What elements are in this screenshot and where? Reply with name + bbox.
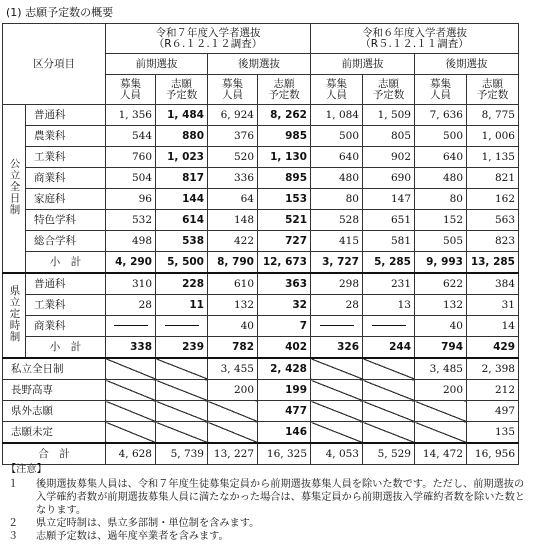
table-cell: 162: [467, 189, 519, 210]
category-header: 区分項目: [3, 24, 106, 105]
quota-header: [415, 75, 467, 105]
table-cell: 1, 130: [258, 147, 311, 168]
quota-header: [106, 75, 156, 105]
table-cell: 200: [208, 380, 258, 401]
table-cell: 336: [208, 168, 258, 189]
table-cell: 402: [258, 337, 311, 359]
diagonal-cell: [106, 358, 156, 380]
r7-header-line2: （R６.１２.１２調査）: [153, 37, 263, 50]
subtotal-row: [3, 252, 519, 274]
table-row: [3, 189, 519, 210]
table-cell: 28: [106, 295, 156, 316]
note-item: [6, 478, 534, 517]
note-text: 県立定時制は、県立多部制・単位制を含みます。: [36, 518, 260, 529]
table-cell: 1, 084: [311, 105, 363, 126]
table-cell: 640: [311, 147, 363, 168]
apply-header-b: 予定数: [476, 88, 509, 101]
table-cell: 13, 227: [208, 443, 258, 465]
diagonal-cell: [208, 422, 258, 444]
apply-header-a: 志願: [273, 77, 295, 90]
r7-header: [106, 24, 311, 54]
table-row: [3, 380, 519, 401]
quota-header-a: 募集: [120, 77, 141, 90]
quota-header-a: 募集: [430, 77, 451, 90]
apply-header: [258, 75, 311, 105]
table-cell: 96: [106, 189, 156, 210]
table-cell: 422: [208, 231, 258, 252]
total-row: [3, 443, 519, 465]
table-cell: 1, 023: [156, 147, 208, 168]
table-cell: 6, 924: [208, 105, 258, 126]
diagonal-cell: [106, 422, 156, 444]
table-cell: 80: [415, 189, 467, 210]
table-cell: 480: [415, 168, 467, 189]
table-cell: 498: [106, 231, 156, 252]
dash-cell: [311, 316, 363, 337]
apply-header-a: 志願: [378, 77, 399, 90]
table-cell: 500: [311, 126, 363, 147]
row-label: 商業科: [26, 316, 106, 337]
table-cell: 32: [258, 295, 311, 316]
diagonal-cell: [156, 358, 208, 380]
table-cell: 16, 956: [467, 443, 519, 465]
table-cell: 2, 398: [467, 358, 519, 380]
table-row: [3, 295, 519, 316]
row-label: 普通科: [26, 273, 106, 295]
table-cell: 563: [467, 210, 519, 231]
table-cell: 614: [156, 210, 208, 231]
apply-header-a: 志願: [171, 77, 192, 90]
diagonal-cell: [156, 422, 208, 444]
application-summary-table: [2, 23, 519, 465]
table-cell: 4, 053: [311, 443, 363, 465]
r7-header-line1: 令和７年度入学者選抜: [155, 26, 261, 39]
table-cell: 5, 285: [363, 252, 415, 274]
table-cell: 640: [415, 147, 467, 168]
row-label: 合 計: [3, 443, 106, 465]
quota-header-b: 人員: [326, 88, 347, 101]
table-cell: 880: [156, 126, 208, 147]
table-cell: 3, 727: [311, 252, 363, 274]
table-cell: 14: [467, 316, 519, 337]
row-label: 志願未定: [3, 422, 106, 444]
table-cell: 4, 628: [106, 443, 156, 465]
section-title: (1) 志願予定数の概要: [6, 6, 114, 19]
diagonal-cell: [363, 422, 415, 444]
table-cell: 690: [363, 168, 415, 189]
table-cell: 651: [363, 210, 415, 231]
diagonal-cell: [363, 380, 415, 401]
table-cell: 985: [258, 126, 311, 147]
table-cell: 338: [106, 337, 156, 359]
table-cell: 11: [156, 295, 208, 316]
row-label: 県外志願: [3, 401, 106, 422]
table-cell: 326: [311, 337, 363, 359]
table-cell: 581: [363, 231, 415, 252]
table-cell: 497: [467, 401, 519, 422]
r6-early-header: 前期選抜: [311, 54, 415, 75]
table-cell: 794: [415, 337, 467, 359]
table-cell: 4, 290: [106, 252, 156, 274]
table-cell: 500: [415, 126, 467, 147]
table-cell: 520: [208, 147, 258, 168]
table-cell: 415: [311, 231, 363, 252]
diagonal-cell: [106, 380, 156, 401]
table-cell: 199: [258, 380, 311, 401]
table-cell: 298: [311, 273, 363, 295]
table-row: [3, 105, 519, 126]
table-cell: 13, 285: [467, 252, 519, 274]
quota-header-b: 人員: [430, 88, 451, 101]
table-cell: 5, 529: [363, 443, 415, 465]
table-cell: 40: [208, 316, 258, 337]
table-cell: 505: [415, 231, 467, 252]
diagonal-cell: [156, 401, 208, 422]
table-cell: 376: [208, 126, 258, 147]
table-cell: 13: [363, 295, 415, 316]
table-cell: 12, 673: [258, 252, 311, 274]
dash-cell: [156, 316, 208, 337]
dash-cell: [106, 316, 156, 337]
dash-cell: [363, 316, 415, 337]
table-cell: 821: [467, 168, 519, 189]
table-cell: 7: [258, 316, 311, 337]
apply-header-b: 予定数: [268, 88, 300, 101]
table-cell: 521: [258, 210, 311, 231]
table-cell: 132: [415, 295, 467, 316]
group-public-full-label: 公立全日制: [8, 158, 21, 216]
table-cell: 805: [363, 126, 415, 147]
table-cell: 132: [208, 295, 258, 316]
diagonal-cell: [415, 422, 467, 444]
r6-header-line1: 令和６年度入学者選抜: [362, 26, 467, 39]
table-cell: 148: [208, 210, 258, 231]
quota-header-b: 人員: [120, 88, 141, 101]
table-cell: 153: [258, 189, 311, 210]
table-row: [3, 273, 519, 295]
table-row: [3, 422, 519, 444]
table-cell: 212: [467, 380, 519, 401]
note-text: 志願予定数は、過年度卒業者を含みます。: [36, 531, 229, 542]
notes: [6, 463, 534, 543]
table-cell: 152: [415, 210, 467, 231]
row-label: 農業科: [26, 126, 106, 147]
diagonal-cell: [311, 380, 363, 401]
table-cell: 40: [415, 316, 467, 337]
table-row: [3, 231, 519, 252]
diagonal-cell: [363, 358, 415, 380]
row-label: 小 計: [26, 252, 106, 274]
diagonal-cell: [311, 358, 363, 380]
row-label: 総合学科: [26, 231, 106, 252]
quota-header-b: 人員: [222, 88, 243, 101]
note-item: [6, 517, 534, 530]
table-cell: 8, 262: [258, 105, 311, 126]
quota-header: [311, 75, 363, 105]
diagonal-cell: [415, 401, 467, 422]
apply-header-a: 志願: [482, 77, 503, 90]
table-cell: 9, 993: [415, 252, 467, 274]
apply-header-b: 予定数: [372, 88, 405, 101]
note-number: １: [8, 479, 19, 490]
row-label: 工業科: [26, 295, 106, 316]
table-row: [3, 401, 519, 422]
table-cell: 231: [363, 273, 415, 295]
note-number: ２: [8, 518, 19, 529]
note-number: ３: [8, 531, 19, 542]
table-cell: 1, 356: [106, 105, 156, 126]
row-label: 長野高専: [3, 380, 106, 401]
table-cell: 239: [156, 337, 208, 359]
table-cell: 480: [311, 168, 363, 189]
quota-header-a: 募集: [326, 77, 347, 90]
diagonal-cell: [363, 401, 415, 422]
table-cell: 3, 455: [208, 358, 258, 380]
table-cell: 817: [156, 168, 208, 189]
table-cell: 1, 135: [467, 147, 519, 168]
table-cell: 504: [106, 168, 156, 189]
table-cell: 544: [106, 126, 156, 147]
table-cell: 895: [258, 168, 311, 189]
group-public-full: [3, 105, 26, 274]
table-cell: 31: [467, 295, 519, 316]
r7-early-header: 前期選抜: [106, 54, 208, 75]
table-cell: 135: [467, 422, 519, 444]
note-text: 後期選抜募集人員は、令和７年度生徒募集定員から前期選抜募集人員を除いた数です。ただし、前期選抜の入学確約者数が前期選抜募集人員に満たなかった場合は、募集定員から前期選抜入学確約者数を除いた数となります。: [36, 479, 525, 516]
table-cell: 5, 500: [156, 252, 208, 274]
diagonal-cell: [311, 401, 363, 422]
row-label: 小 計: [26, 337, 106, 359]
table-cell: 3, 485: [415, 358, 467, 380]
apply-header-b: 予定数: [165, 88, 198, 101]
r6-header-line2: （R５.１２.１１調査）: [360, 37, 469, 50]
table-cell: 144: [156, 189, 208, 210]
row-label: 普通科: [26, 105, 106, 126]
table-cell: 14, 472: [415, 443, 467, 465]
r7-late-header: 後期選抜: [208, 54, 311, 75]
table-cell: 228: [156, 273, 208, 295]
table-cell: 429: [467, 337, 519, 359]
apply-header: [467, 75, 519, 105]
notes-heading: 【注意】: [6, 464, 47, 475]
table-cell: 200: [415, 380, 467, 401]
subtotal-row: [3, 337, 519, 359]
table-cell: 1, 484: [156, 105, 208, 126]
table-cell: 1, 509: [363, 105, 415, 126]
table-cell: 477: [258, 401, 311, 422]
row-label: 家庭科: [26, 189, 106, 210]
table-row: [3, 358, 519, 380]
table-cell: 622: [415, 273, 467, 295]
table-cell: 80: [311, 189, 363, 210]
quota-header: [208, 75, 258, 105]
row-label: 私立全日制: [3, 358, 106, 380]
diagonal-cell: [106, 401, 156, 422]
table-cell: 244: [363, 337, 415, 359]
r6-header: [311, 24, 519, 54]
table-cell: 146: [258, 422, 311, 444]
table-cell: 902: [363, 147, 415, 168]
diagonal-cell: [208, 401, 258, 422]
note-item: [6, 530, 534, 543]
table-row: [3, 168, 519, 189]
apply-header: [363, 75, 415, 105]
table-cell: 363: [258, 273, 311, 295]
table-cell: 7, 636: [415, 105, 467, 126]
diagonal-cell: [311, 422, 363, 444]
table-cell: 5, 739: [156, 443, 208, 465]
table-cell: 147: [363, 189, 415, 210]
table-cell: 528: [311, 210, 363, 231]
table-cell: 610: [208, 273, 258, 295]
diagonal-cell: [156, 380, 208, 401]
table-cell: 64: [208, 189, 258, 210]
table-cell: 8, 790: [208, 252, 258, 274]
table-cell: 28: [311, 295, 363, 316]
row-label: 工業科: [26, 147, 106, 168]
table-cell: 8, 775: [467, 105, 519, 126]
quota-header-a: 募集: [222, 77, 243, 90]
table-cell: 727: [258, 231, 311, 252]
table-cell: 1, 006: [467, 126, 519, 147]
apply-header: [156, 75, 208, 105]
table-cell: 310: [106, 273, 156, 295]
row-label: 商業科: [26, 168, 106, 189]
table-row: [3, 147, 519, 168]
table-cell: 532: [106, 210, 156, 231]
table-row: [3, 316, 519, 337]
table-cell: 16, 325: [258, 443, 311, 465]
table-row: [3, 210, 519, 231]
table-row: [3, 126, 519, 147]
table-cell: 823: [467, 231, 519, 252]
group-pref-part-label: 県立定時制: [8, 285, 21, 343]
table-cell: 2, 428: [258, 358, 311, 380]
row-label: 特色学科: [26, 210, 106, 231]
table-cell: 384: [467, 273, 519, 295]
group-pref-part: [3, 273, 26, 358]
table-cell: 782: [208, 337, 258, 359]
table-cell: 538: [156, 231, 208, 252]
r6-late-header: 後期選抜: [415, 54, 519, 75]
table-cell: 760: [106, 147, 156, 168]
